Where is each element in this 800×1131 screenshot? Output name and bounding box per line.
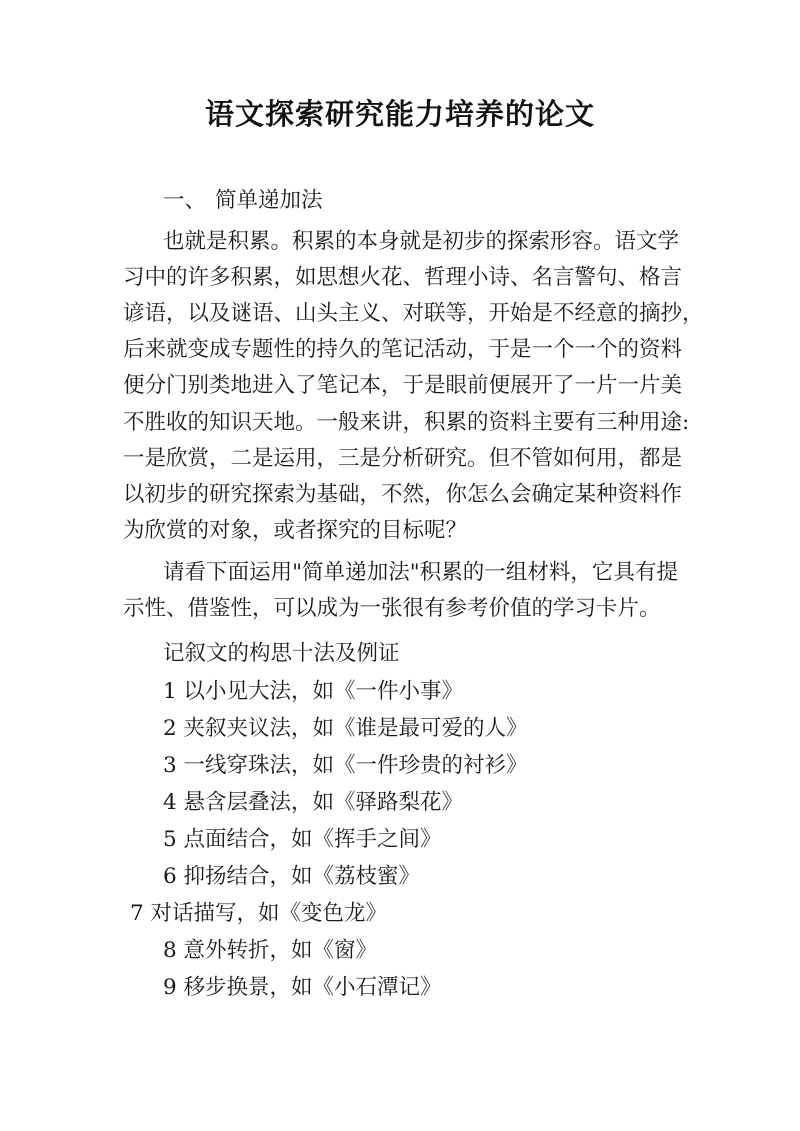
- paragraph-line: 也就是积累。积累的本身就是初步的探索形容。语文学: [163, 229, 680, 254]
- list-item: 3 一线穿珠法，如《一件珍贵的衬衫》: [163, 753, 528, 778]
- list-title: 记叙文的构思十法及例证: [163, 641, 400, 666]
- paragraph-line: 示性、借鉴性，可以成为一张很有参考价值的学习卡片。: [123, 596, 661, 621]
- paragraph-line: 一是欣赏，二是运用，三是分析研究。但不管如何用，都是: [123, 446, 683, 471]
- list-item: 6 抑扬结合，如《荔枝蜜》: [163, 864, 421, 889]
- paragraph-line: 便分门别类地进入了笔记本，于是眼前便展开了一片一片美: [123, 373, 683, 398]
- list-item: 5 点面结合，如《挥手之间》: [163, 827, 442, 852]
- paragraph-line: 谚语，以及谜语、山头主义、对联等，开始是不经意的摘抄，: [123, 301, 704, 326]
- paragraph-line: 后来就变成专题性的持久的笔记活动，于是一个一个的资料: [123, 337, 683, 362]
- list-item: 2 夹叙夹议法，如《谁是最可爱的人》: [163, 716, 528, 741]
- paragraph-line: 为欣赏的对象，或者探究的目标呢？: [123, 518, 468, 543]
- section-heading-text: 简单递加法: [215, 188, 323, 213]
- list-item: 9 移步换景，如《小石潭记》: [163, 975, 442, 1000]
- list-item: 7 对话描写，如《变色龙》: [130, 901, 388, 926]
- list-item: 4 悬含层叠法，如《驿路梨花》: [163, 790, 464, 815]
- document-title: 语文探索研究能力培养的论文: [204, 97, 595, 131]
- paragraph-line: 请看下面运用"简单递加法"积累的一组材料，它具有提: [163, 560, 678, 585]
- list-item: 1 以小见大法，如《一件小事》: [163, 679, 464, 704]
- list-item: 8 意外转折，如《窗》: [163, 938, 378, 963]
- paragraph-line: 习中的许多积累，如思想火花、哲理小诗、名言警句、格言: [123, 265, 683, 290]
- section-heading-number: 一、: [163, 188, 207, 213]
- section-heading: [163, 186, 323, 216]
- paragraph-line: 不胜收的知识天地。一般来讲，积累的资料主要有三种用途:: [123, 410, 690, 435]
- paragraph-line: 以初步的研究探索为基础，不然，你怎么会确定某种资料作: [123, 482, 683, 507]
